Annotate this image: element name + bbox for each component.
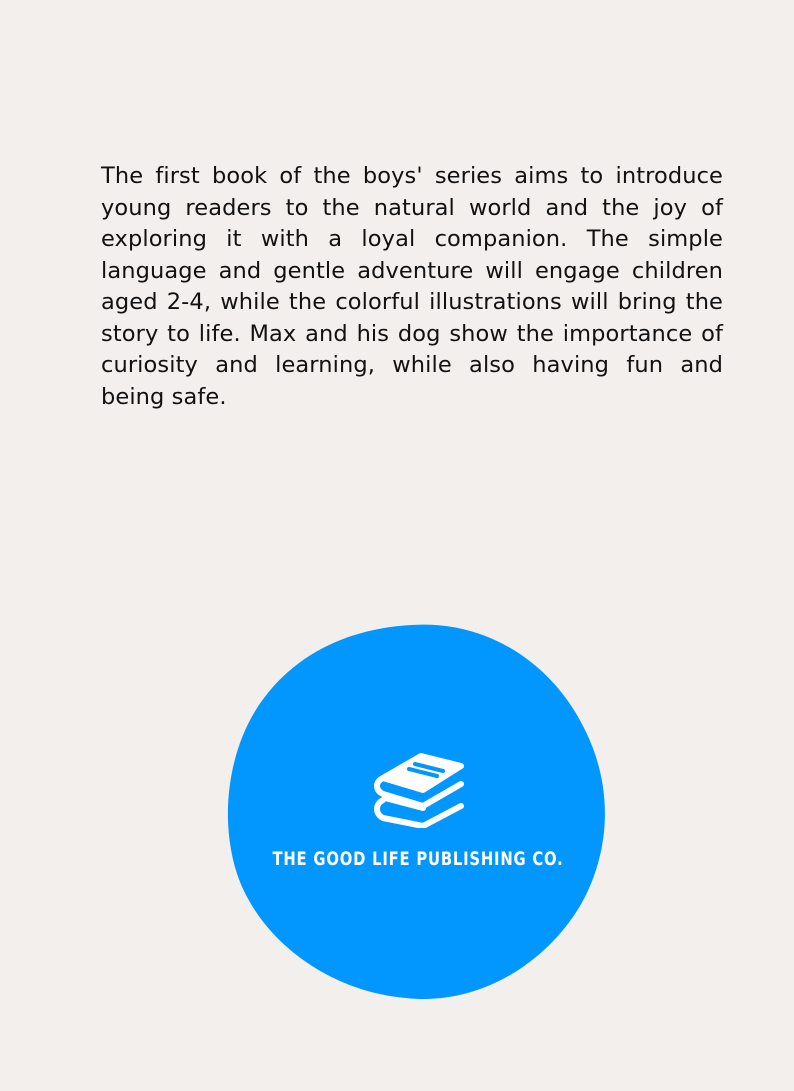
publisher-logo — [226, 622, 608, 1002]
stacked-books-icon — [371, 748, 467, 828]
publisher-name: THE GOOD LIFE PUBLISHING CO. — [272, 848, 564, 870]
book-description: The first book of the boys' series aims to introduce young readers to the natural world and the joy of exploring it with a loyal companion. The simple language and gentle adventure will engage children aged 2-4, while the colorful illustrations will bring the story to life. Max and his dog show the importance of curiosity and learning, while also having fun and being safe. — [101, 163, 723, 410]
